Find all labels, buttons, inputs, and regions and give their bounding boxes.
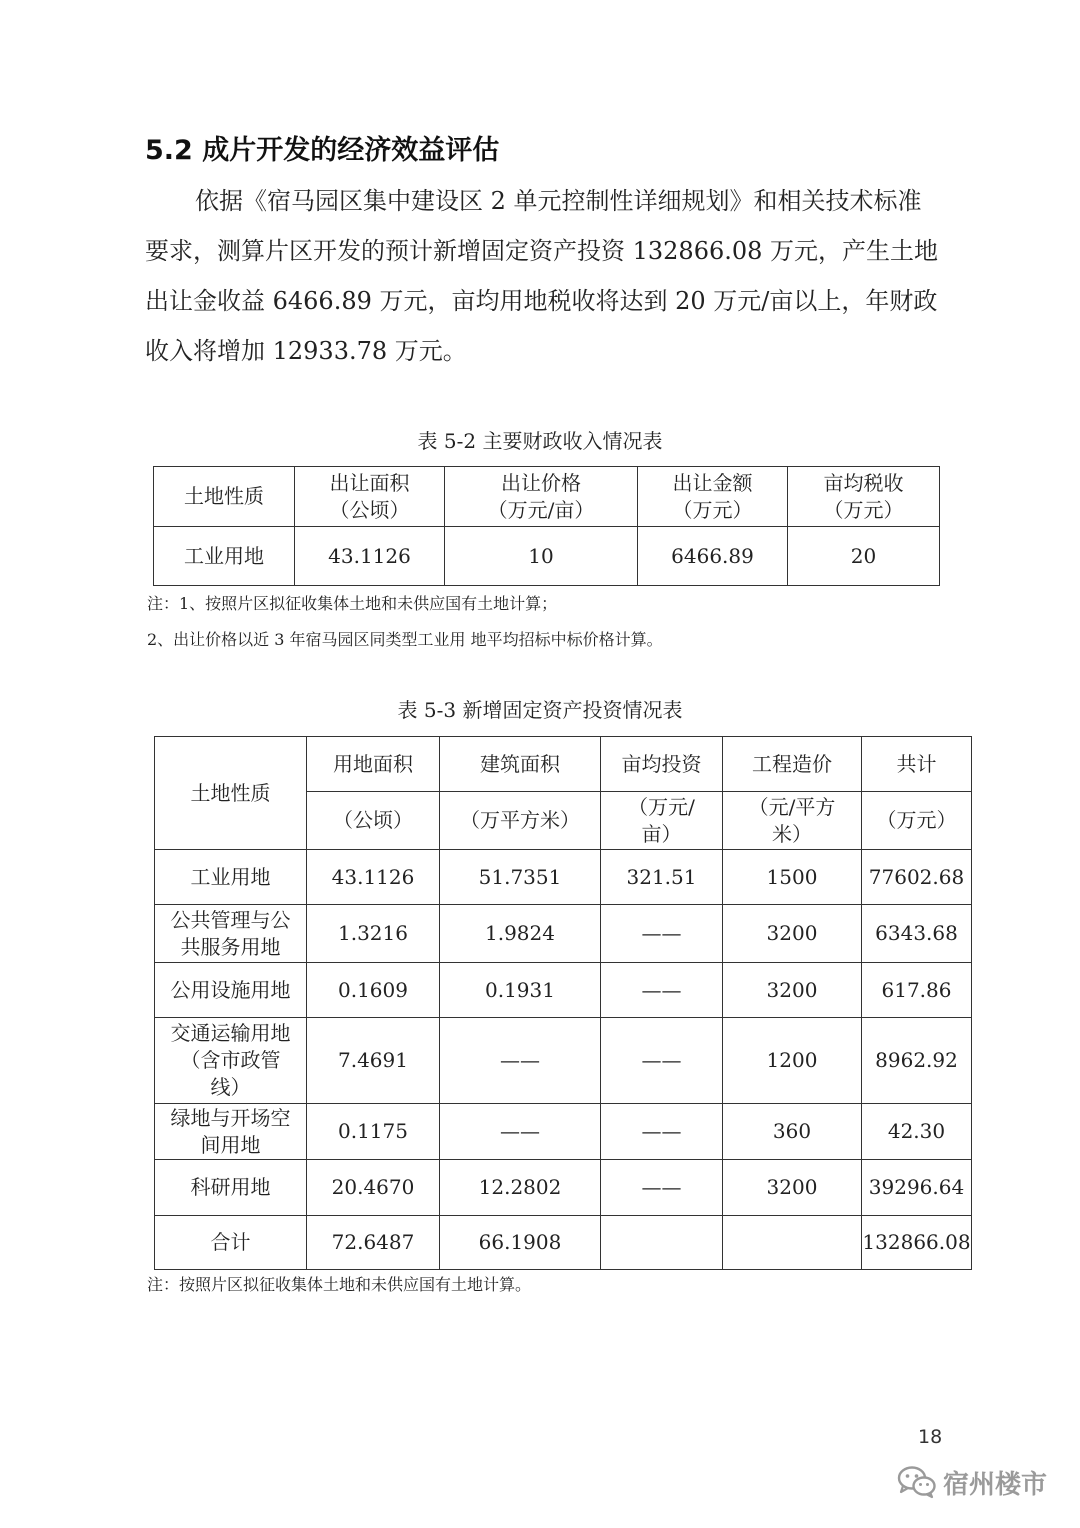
table-cell: 77602.68 xyxy=(862,850,972,905)
table-cell: —— xyxy=(601,1160,723,1216)
header-cell: 出让价格 （万元/亩） xyxy=(445,467,638,527)
table-cell: 1200 xyxy=(723,1018,862,1104)
header-unit-cell: （元/平方 米） xyxy=(723,792,862,850)
header-cell: 土地性质 xyxy=(155,737,307,850)
table-cell: 66.1908 xyxy=(440,1216,601,1270)
table-row xyxy=(155,963,972,1018)
table-cell: 132866.08 xyxy=(862,1216,972,1270)
table-cell: —— xyxy=(440,1104,601,1160)
header-cell: 工程造价 xyxy=(723,737,862,792)
table-cell: 1.9824 xyxy=(440,905,601,963)
wechat-icon xyxy=(897,1465,937,1499)
row-label-cell: 公用设施用地 xyxy=(155,963,307,1018)
table-cell: 1.3216 xyxy=(307,905,440,963)
header-cell: 建筑面积 xyxy=(440,737,601,792)
table-cell: 0.1931 xyxy=(440,963,601,1018)
table-cell: 39296.64 xyxy=(862,1160,972,1216)
table-cell: 工业用地 xyxy=(154,527,295,586)
table-row xyxy=(155,905,972,963)
watermark xyxy=(897,1462,1047,1502)
table-cell xyxy=(601,1216,723,1270)
header-cell: 用地面积 xyxy=(307,737,440,792)
table-row xyxy=(155,1018,972,1104)
table-cell: 0.1609 xyxy=(307,963,440,1018)
table-cell: —— xyxy=(601,963,723,1018)
row-label-cell: 公共管理与公 共服务用地 xyxy=(155,905,307,963)
header-cell: 出让金额 （万元） xyxy=(638,467,788,527)
row-label-cell: 科研用地 xyxy=(155,1160,307,1216)
watermark-text: 宿州楼市 xyxy=(943,1469,1048,1500)
table-cell: 3200 xyxy=(723,905,862,963)
row-label-cell: 合计 xyxy=(155,1216,307,1270)
table1-caption: 表 5-2 主要财政收入情况表 xyxy=(417,429,663,453)
table-cell: —— xyxy=(601,1104,723,1160)
table-cell: 360 xyxy=(723,1104,862,1160)
table-cell: 43.1126 xyxy=(295,527,445,586)
table-cell: 0.1175 xyxy=(307,1104,440,1160)
fiscal-revenue-table xyxy=(153,466,940,586)
table-row xyxy=(155,1160,972,1216)
table-cell: 72.6487 xyxy=(307,1216,440,1270)
paragraph-line: 出让金收益 6466.89 万元，亩均用地税收将达到 20 万元/亩以上，年财政 xyxy=(145,287,938,315)
table-row xyxy=(155,850,972,905)
table2-caption: 表 5-3 新增固定资产投资情况表 xyxy=(397,698,683,722)
header-cell: 共计 xyxy=(862,737,972,792)
table-cell: —— xyxy=(601,1018,723,1104)
table-cell: 321.51 xyxy=(601,850,723,905)
table-cell: 3200 xyxy=(723,1160,862,1216)
table-cell: 617.86 xyxy=(862,963,972,1018)
table-cell: 7.4691 xyxy=(307,1018,440,1104)
header-cell: 亩均投资 xyxy=(601,737,723,792)
table-row xyxy=(155,1104,972,1160)
table-cell: 12.2802 xyxy=(440,1160,601,1216)
table-total-row xyxy=(155,1216,972,1270)
header-unit-cell: （万元/ 亩） xyxy=(601,792,723,850)
table-header-row xyxy=(155,737,972,792)
header-unit-cell: （万平方米） xyxy=(440,792,601,850)
header-cell: 亩均税收 （万元） xyxy=(788,467,940,527)
paragraph-line: 要求，测算片区开发的预计新增固定资产投资 132866.08 万元，产生土地 xyxy=(145,237,939,265)
table1-note-1: 注：1、按照片区拟征收集体土地和未供应国有土地计算； xyxy=(147,594,558,613)
table-cell: 43.1126 xyxy=(307,850,440,905)
row-label-cell: 绿地与开场空 间用地 xyxy=(155,1104,307,1160)
table2-note: 注：按照片区拟征收集体土地和未供应国有土地计算。 xyxy=(147,1275,532,1294)
table-cell: 10 xyxy=(445,527,638,586)
row-label-cell: 交通运输用地 （含市政管 线） xyxy=(155,1018,307,1104)
table-cell: 3200 xyxy=(723,963,862,1018)
paragraph-line: 收入将增加 12933.78 万元。 xyxy=(145,337,467,365)
table-cell: —— xyxy=(601,905,723,963)
header-cell: 土地性质 xyxy=(154,467,295,527)
table-cell: 1500 xyxy=(723,850,862,905)
table-cell: 6466.89 xyxy=(638,527,788,586)
table-cell: 20 xyxy=(788,527,940,586)
section-heading: 5.2 成片开发的经济效益评估 xyxy=(145,135,500,166)
header-unit-cell: （公顷） xyxy=(307,792,440,850)
table1-note-2: 2、出让价格以近 3 年宿马园区同类型工业用 地平均招标中标价格计算。 xyxy=(147,630,663,649)
table-header-row xyxy=(154,467,940,527)
table-row xyxy=(154,527,940,586)
table-cell xyxy=(723,1216,862,1270)
table-cell: 42.30 xyxy=(862,1104,972,1160)
page-number: 18 xyxy=(918,1426,943,1448)
table-cell: —— xyxy=(440,1018,601,1104)
table-cell: 6343.68 xyxy=(862,905,972,963)
table-cell: 8962.92 xyxy=(862,1018,972,1104)
table-cell: 20.4670 xyxy=(307,1160,440,1216)
header-cell: 出让面积 （公顷） xyxy=(295,467,445,527)
header-unit-cell: （万元） xyxy=(862,792,972,850)
fixed-asset-investment-table xyxy=(154,736,972,1270)
row-label-cell: 工业用地 xyxy=(155,850,307,905)
body-paragraph xyxy=(145,176,965,376)
table-cell: 51.7351 xyxy=(440,850,601,905)
paragraph-line: 依据《宿马园区集中建设区 2 单元控制性详细规划》和相关技术标准 xyxy=(195,187,922,215)
